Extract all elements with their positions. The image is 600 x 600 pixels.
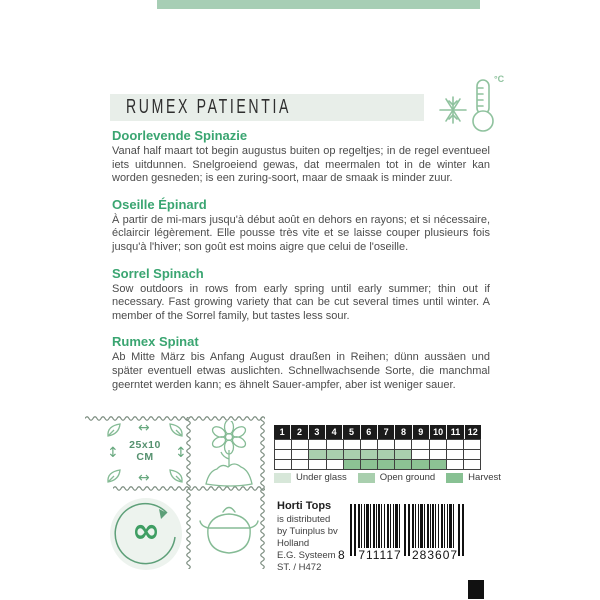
vertical-arrow-icon: ↕ xyxy=(107,445,119,461)
month-header-cell: 6 xyxy=(361,425,378,439)
calendar-cell xyxy=(309,439,326,449)
calendar-cell xyxy=(464,459,481,469)
infinity-symbol: ∞ xyxy=(131,511,161,551)
calendar-cell xyxy=(378,449,395,459)
section-heading: Sorrel Spinach xyxy=(112,265,204,281)
variety-title: RUMEX PATIENTIA xyxy=(126,96,292,118)
month-header-cell: 4 xyxy=(326,425,343,439)
leaf-icon xyxy=(105,421,123,439)
calendar-cell xyxy=(309,459,326,469)
calendar-cell xyxy=(344,459,361,469)
barcode-guard xyxy=(462,504,464,556)
section-heading: Rumex Spinat xyxy=(112,334,199,350)
ean-barcode xyxy=(338,504,474,562)
plant-spacing-icon xyxy=(105,421,185,485)
cooking-pot-icon xyxy=(197,501,261,559)
distributor-line: by Tuinplus bv xyxy=(277,526,338,537)
barcode-guard xyxy=(354,504,356,556)
month-header-cell: 1 xyxy=(274,425,291,439)
horizontal-arrow-icon: ↔ xyxy=(138,470,150,486)
calendar-cell xyxy=(395,459,412,469)
leaf-icon xyxy=(167,467,185,485)
spacing-value xyxy=(123,439,167,463)
legend-swatch xyxy=(446,473,463,483)
calendar-row xyxy=(275,439,481,449)
calendar-cell xyxy=(378,439,395,449)
calendar-cell xyxy=(395,439,412,449)
distributor-line: E.G. Systeem xyxy=(277,550,336,561)
leaf-icon xyxy=(167,421,185,439)
calendar-cell xyxy=(412,449,429,459)
section-body: À partir de mi-mars jusqu'à début août en dehors en rayons; et si nécessaire, éclaircir légèrement. Elle pousse très vite et se laisse couper plusieurs fois jusqu'à l'hiver; son goût est moins aigre que celui de l'oseille. xyxy=(112,213,490,253)
section-heading: Oseille Épinard xyxy=(112,196,207,212)
calendar-cell xyxy=(275,459,292,469)
calendar-cell xyxy=(327,439,344,449)
calendar-cell xyxy=(430,439,447,449)
calendar-row xyxy=(275,449,481,459)
section-body: Vanaf half maart tot begin augustus buiten op regeltjes; in de regel eventueel iets uitdunnen. Snelgroeiend gewas, dat meermalen tot in de winter kan worden gesneden; is een zuring-soort, maar de smaak is minder zuur. xyxy=(112,145,490,185)
calendar-cell xyxy=(327,459,344,469)
calendar-cell xyxy=(361,459,378,469)
wavy-divider xyxy=(185,417,192,569)
description-sections xyxy=(112,128,490,403)
barcode-guard xyxy=(408,504,410,556)
legend-item xyxy=(274,472,347,483)
distributor-line: Holland xyxy=(277,538,310,549)
section-german xyxy=(112,334,490,392)
calendar-cell xyxy=(344,439,361,449)
calendar-cell xyxy=(344,449,361,459)
month-header-cell: 7 xyxy=(378,425,395,439)
barcode-guard xyxy=(350,504,352,556)
brand-name: Horti Tops xyxy=(277,500,332,512)
horizontal-arrow-icon: ↔ xyxy=(138,420,150,436)
month-header-cell: 9 xyxy=(413,425,430,439)
legend-label: Harvest xyxy=(468,472,501,483)
calendar-cell xyxy=(447,459,464,469)
section-dutch xyxy=(112,128,490,186)
calendar-cell xyxy=(292,439,309,449)
legend-swatch xyxy=(274,473,291,483)
legend-label: Open ground xyxy=(379,472,436,483)
spacing-dimensions: 25x10 xyxy=(129,439,161,451)
print-registration-mark xyxy=(468,580,484,599)
calendar-cell xyxy=(361,449,378,459)
calendar-body xyxy=(274,439,481,470)
calendar-cell xyxy=(275,449,292,459)
month-header-cell: 3 xyxy=(309,425,326,439)
calendar-cell xyxy=(430,459,447,469)
month-header-cell: 12 xyxy=(465,425,481,439)
calendar-cell xyxy=(430,449,447,459)
month-header-cell: 2 xyxy=(291,425,308,439)
distributor-line: ST. / H472 xyxy=(277,562,322,573)
calendar-header-row xyxy=(274,425,481,439)
flower-planting-icon xyxy=(201,421,257,487)
calendar-cell xyxy=(447,439,464,449)
title-banner xyxy=(110,94,424,121)
calendar-cell xyxy=(292,449,309,459)
barcode-digits-right: 283607 xyxy=(412,548,459,562)
sowing-calendar xyxy=(274,425,481,470)
section-heading: Doorlevende Spinazie xyxy=(112,128,248,143)
calendar-row xyxy=(275,459,481,469)
calendar-cell xyxy=(412,439,429,449)
calendar-cell xyxy=(361,439,378,449)
calendar-cell xyxy=(464,439,481,449)
legend-label: Under glass xyxy=(296,472,347,483)
section-body: Ab Mitte März bis Anfang August draußen in Reihen; dünn aussäen und später eventuell etwas auslichten. Schnellwachsende Sorte, die manchmal geerntet werden kann; es ähnelt Sauer-ampfer, aber ist weniger sauer. xyxy=(112,351,490,391)
calendar-cell xyxy=(464,449,481,459)
month-header-cell: 11 xyxy=(447,425,464,439)
calendar-cell xyxy=(395,449,412,459)
barcode-bars-left xyxy=(358,504,402,548)
leaf-icon xyxy=(105,467,123,485)
barcode-bars-right xyxy=(412,504,456,548)
section-body: Sow outdoors in rows from early spring until early summer; thin out if necessary. Fast growing variety that can be cut several times until winter. A member of the Sorrel family, but tastes less sour. xyxy=(112,282,490,322)
pictogram-grid xyxy=(85,415,265,575)
distributor-line: is distributed xyxy=(277,514,331,525)
top-green-bar xyxy=(157,0,480,9)
month-header-cell: 5 xyxy=(343,425,360,439)
month-header-cell: 8 xyxy=(395,425,412,439)
calendar-cell xyxy=(292,459,309,469)
calendar-cell xyxy=(309,449,326,459)
legend-item xyxy=(358,472,435,483)
legend-item xyxy=(446,472,501,483)
calendar-cell xyxy=(447,449,464,459)
calendar-cell xyxy=(378,459,395,469)
legend-swatch xyxy=(358,473,375,483)
vertical-arrow-icon: ↕ xyxy=(175,445,187,461)
calendar-cell xyxy=(327,449,344,459)
perennial-icon xyxy=(107,495,185,573)
barcode-guard xyxy=(404,504,406,556)
calendar-cell xyxy=(412,459,429,469)
section-french xyxy=(112,197,490,255)
celsius-label: °C xyxy=(494,74,505,84)
spacing-unit: CM xyxy=(136,451,154,463)
section-english xyxy=(112,266,490,324)
month-header-cell: 10 xyxy=(430,425,447,439)
calendar-cell xyxy=(275,439,292,449)
barcode-digits-left: 711117 xyxy=(358,548,402,562)
barcode-guard xyxy=(458,504,460,556)
barcode-prefix-digit: 8 xyxy=(338,548,345,562)
calendar-legend xyxy=(274,472,501,483)
